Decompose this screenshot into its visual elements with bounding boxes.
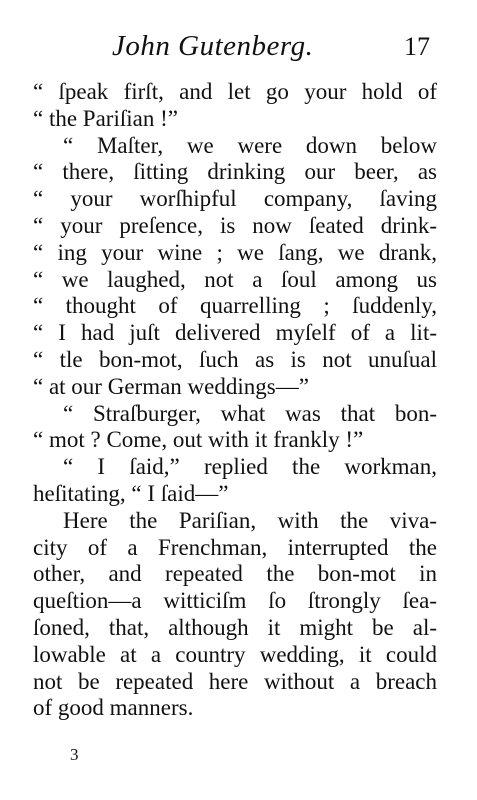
text-line: lowable at a country wedding, it could: [33, 641, 437, 667]
text-line: “ mot ? Come, out with it frankly !”: [33, 427, 364, 453]
text-line: “ Maſter, we were down below: [63, 132, 437, 158]
text-line: “ I had juſt delivered myſelf of a lit-: [33, 320, 437, 346]
text-line: “ we laughed, not a ſoul among us: [33, 266, 437, 292]
body-text: [33, 79, 437, 722]
text-line: “ Straſburger, what was that bon-: [63, 400, 437, 426]
text-line: ſoned, that, although it might be al-: [33, 614, 437, 640]
text-line: other, and repeated the bon-mot in: [33, 561, 437, 587]
signature-mark: 3: [70, 745, 79, 764]
text-line: city of a Frenchman, interrupted the: [33, 534, 437, 560]
text-line: “ ſpeak firſt, and let go your hold of: [33, 79, 437, 104]
running-head: [0, 30, 477, 70]
text-line: of good manners.: [33, 695, 194, 721]
page-number: 17: [404, 32, 430, 61]
text-line: “ tle bon-mot, ſuch as is not unuſual: [33, 346, 437, 372]
text-line: queſtion—a witticiſm ſo ſtrongly ſea-: [33, 588, 437, 614]
text-line: “ your preſence, is now ſeated drink-: [33, 212, 437, 238]
text-line: “ thought of quarrelling ; ſuddenly,: [33, 293, 437, 319]
text-line: “ at our German weddings—”: [33, 373, 309, 399]
text-line: “ the Pariſian !”: [33, 105, 178, 131]
text-line: Here the Pariſian, with the viva-: [63, 507, 437, 533]
running-title: John Gutenberg.: [112, 30, 314, 62]
text-line: “ ing your wine ; we ſang, we drank,: [33, 239, 437, 265]
text-line: “ there, ſitting drinking our beer, as: [33, 159, 437, 185]
text-line: “ your worſhipful company, ſaving: [33, 186, 437, 212]
text-line: heſitating, “ I ſaid—”: [33, 480, 229, 506]
text-line: not be repeated here without a breach: [33, 668, 437, 694]
text-line: “ I ſaid,” replied the workman,: [63, 454, 437, 480]
